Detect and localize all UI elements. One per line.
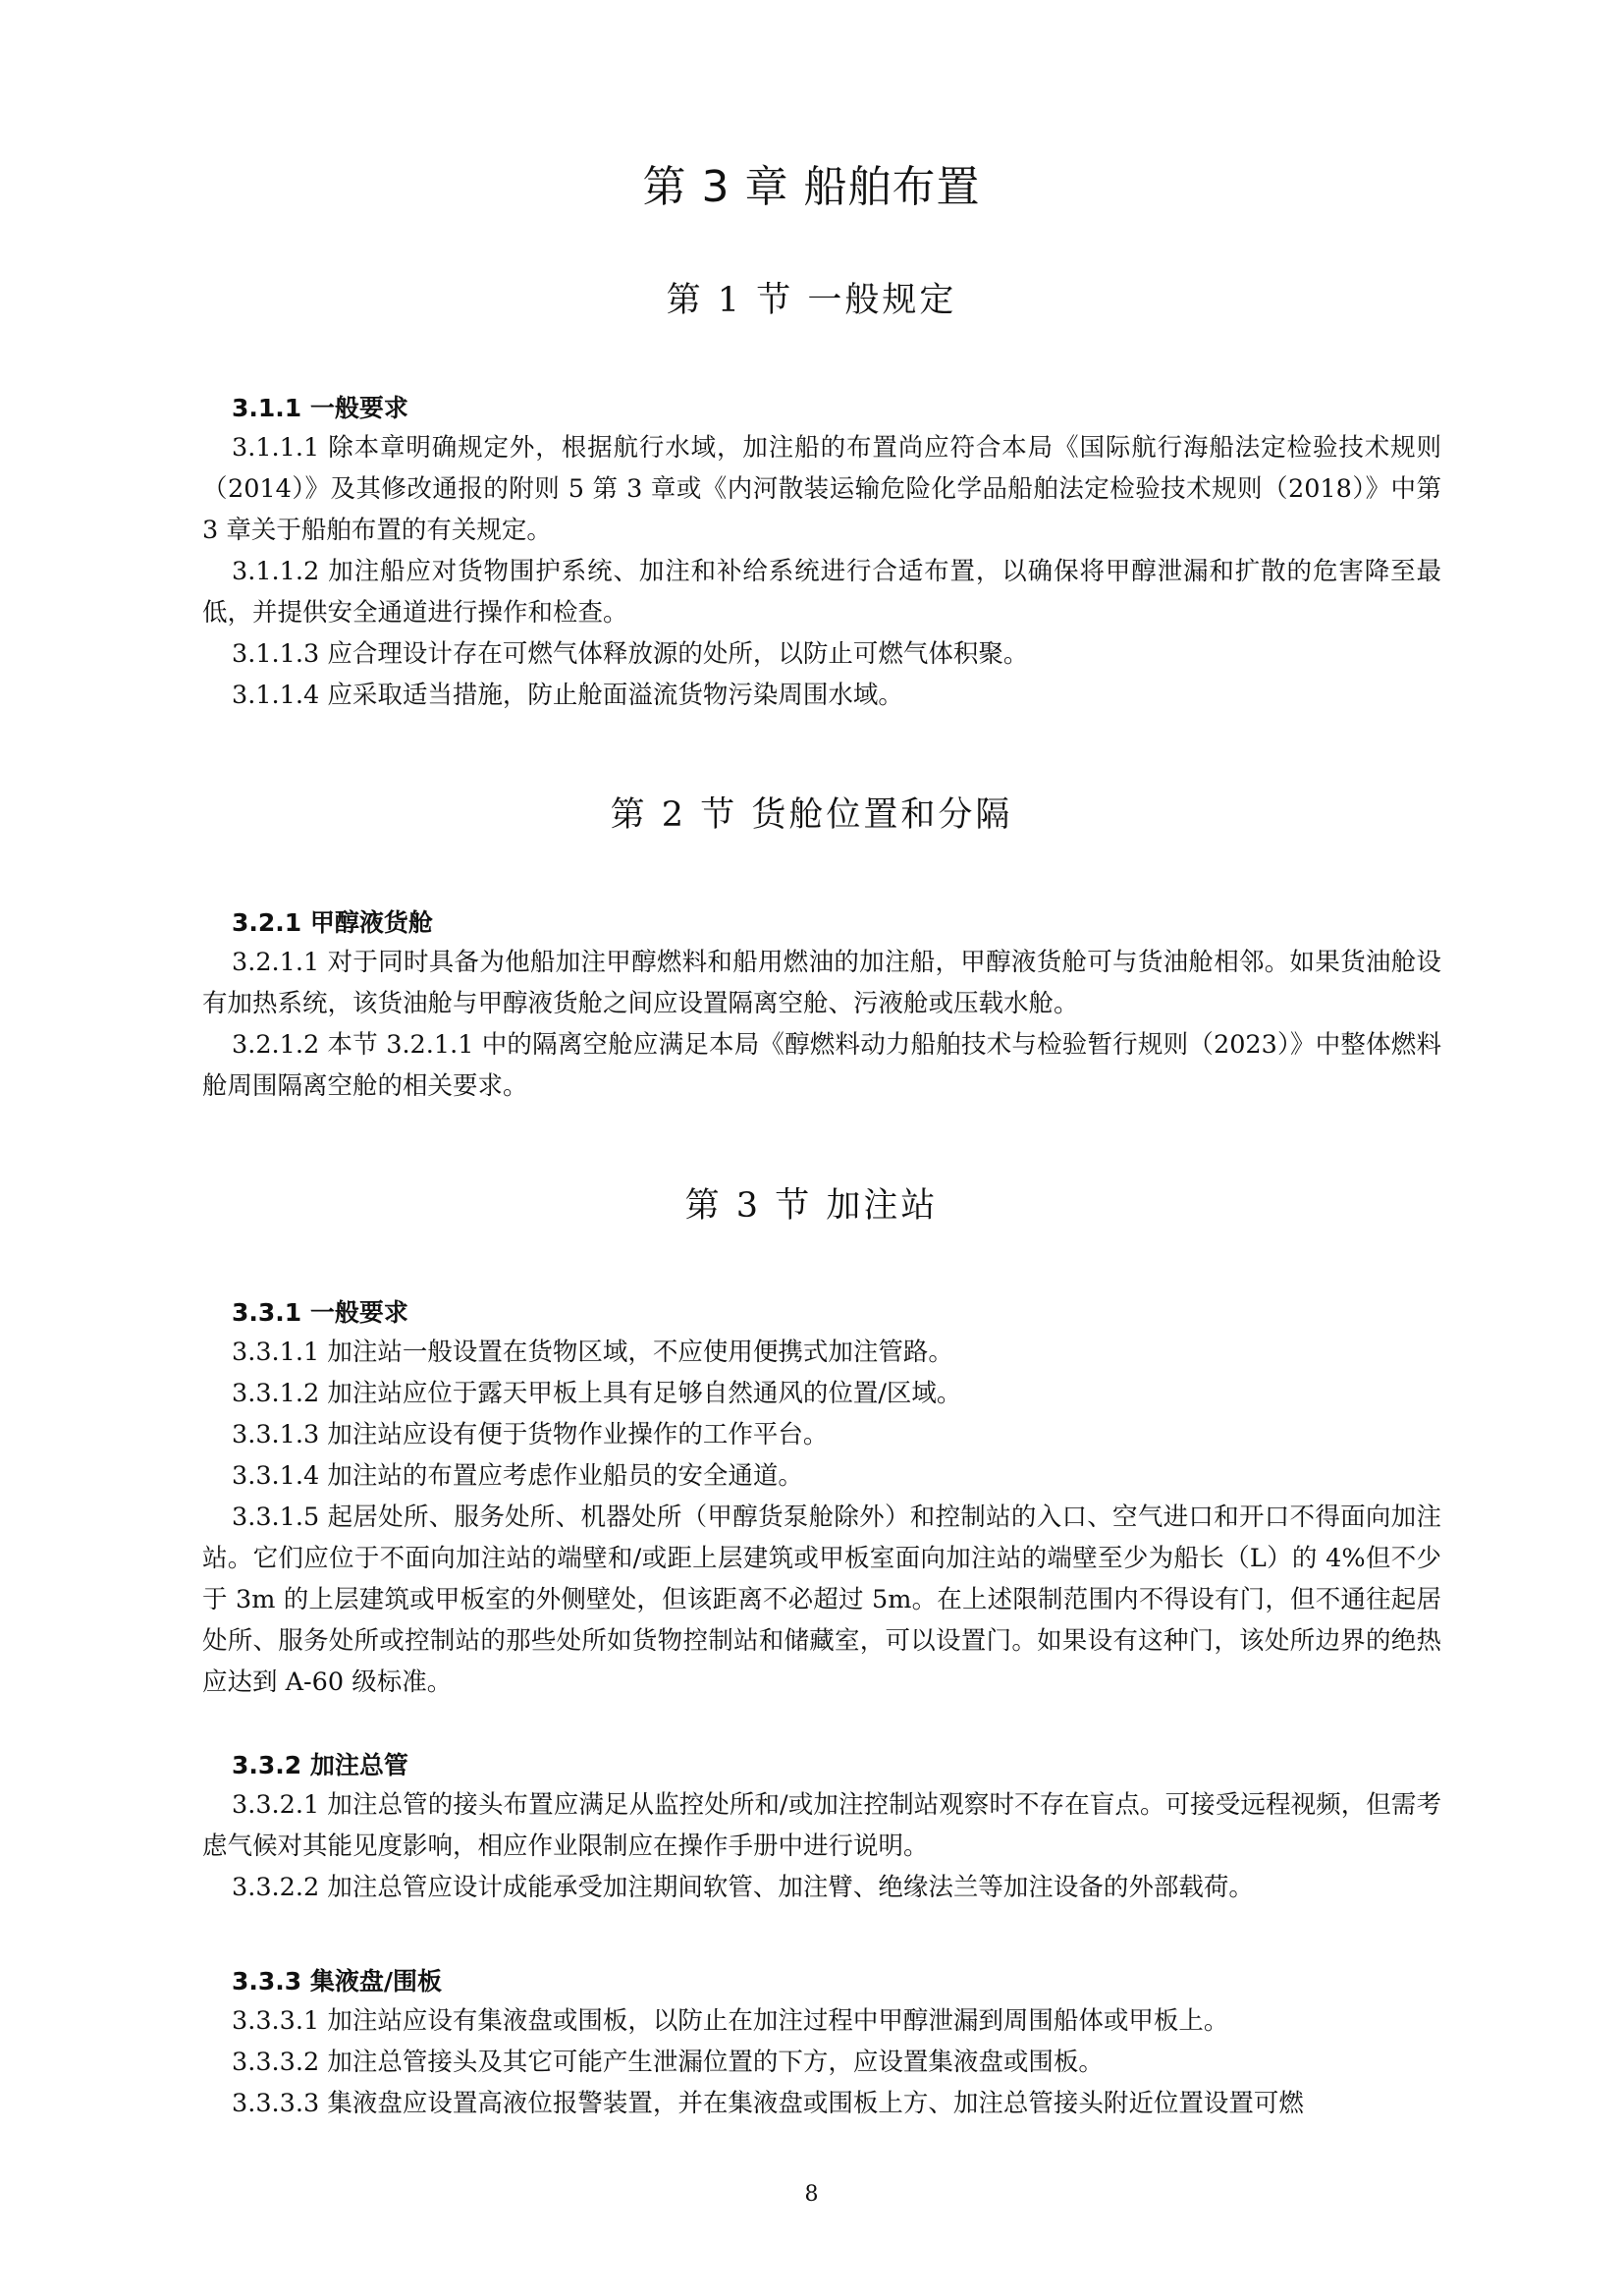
paragraph: 3.3.2.1 加注总管的接头布置应满足从监控处所和/或加注控制站观察时不存在盲点。可接受远程视频，但需考虑气候对其能见度影响，相应作业限制应在操作手册中进行说明。: [202, 1790, 1441, 1861]
paragraph: 3.3.1.3 加注站应设有便于货物作业操作的工作平台。: [232, 1420, 829, 1449]
subsection-heading: 3.3.2 加注总管: [232, 1751, 408, 1779]
paragraph: 3.3.3.2 加注总管接头及其它可能产生泄漏位置的下方，应设置集液盘或围板。: [232, 2048, 1104, 2077]
subsection-heading: 3.3.1 一般要求: [232, 1298, 408, 1327]
paragraph: 3.3.1.5 起居处所、服务处所、机器处所（甲醇货泵舱除外）和控制站的入口、空气进口和开口不得面向加注站。它们应位于不面向加注站的端壁和/或距上层建筑或甲板室面向加注站的端壁至少为船长（L）的 4%但不少于 3m 的上层建筑或甲板室的外侧壁处，但该距离不必超过 5m。在上述限制范围内不得设有门，但不通往起居处所、服务处所或控制站的那些处所如货物控制站和储藏室，可以设置门。如果设有这种门，该处所边界的绝热应达到 A-60 级标准。: [202, 1503, 1441, 1697]
paragraph: 3.3.1.1 加注站一般设置在货物区域，不应使用便携式加注管路。: [232, 1338, 953, 1367]
subsection-heading: 3.2.1 甲醇液货舱: [232, 908, 433, 937]
paragraph: 3.3.3.3 集液盘应设置高液位报警装置，并在集液盘或围板上方、加注总管接头附近位置设置可燃: [232, 2089, 1304, 2118]
section-title: 第 3 节 加注站: [684, 1186, 939, 1226]
subsection-heading: 3.3.3 集液盘/围板: [232, 1967, 443, 1995]
section-title: 第 1 节 一般规定: [666, 281, 957, 320]
paragraph: 3.3.1.4 加注站的布置应考虑作业船员的安全通道。: [232, 1461, 803, 1491]
paragraph: 3.3.2.2 加注总管应设计成能承受加注期间软管、加注臂、绝缘法兰等加注设备的外部载荷。: [232, 1873, 1254, 1902]
page-number: 8: [804, 2182, 819, 2207]
paragraph: 3.1.1.4 应采取适当措施，防止舱面溢流货物污染周围水域。: [232, 681, 903, 710]
paragraph: 3.1.1.3 应合理设计存在可燃气体释放源的处所，以防止可燃气体积聚。: [232, 639, 1029, 669]
paragraph: 3.3.3.1 加注站应设有集液盘或围板，以防止在加注过程中甲醇泄漏到周围船体或甲板上。: [232, 2006, 1229, 2036]
paragraph: 3.1.1.2 加注船应对货物围护系统、加注和补给系统进行合适布置，以确保将甲醇泄漏和扩散的危害降至最低，并提供安全通道进行操作和检查。: [202, 557, 1441, 628]
paragraph: 3.1.1.1 除本章明确规定外，根据航行水域，加注船的布置尚应符合本局《国际航行海船法定检验技术规则（2014）》及其修改通报的附则 5 第 3 章或《内河散装运输危险化学品船舶法定检验技术规则（2018）》中第 3 章关于船舶布置的有关规定。: [202, 433, 1441, 545]
paragraph: 3.2.1.2 本节 3.2.1.1 中的隔离空舱应满足本局《醇燃料动力船舶技术与检验暂行规则（2023）》中整体燃料舱周围隔离空舱的相关要求。: [202, 1030, 1441, 1101]
subsection-heading: 3.1.1 一般要求: [232, 394, 408, 422]
paragraph: 3.3.1.2 加注站应位于露天甲板上具有足够自然通风的位置/区域。: [232, 1379, 962, 1408]
chapter-title: 第 3 章 船舶布置: [642, 162, 981, 212]
section-title: 第 2 节 货舱位置和分隔: [610, 795, 1013, 835]
paragraph: 3.2.1.1 对于同时具备为他船加注甲醇燃料和船用燃油的加注船，甲醇液货舱可与货油舱相邻。如果货油舱设有加热系统，该货油舱与甲醇液货舱之间应设置隔离空舱、污液舱或压载水舱。: [202, 948, 1441, 1018]
